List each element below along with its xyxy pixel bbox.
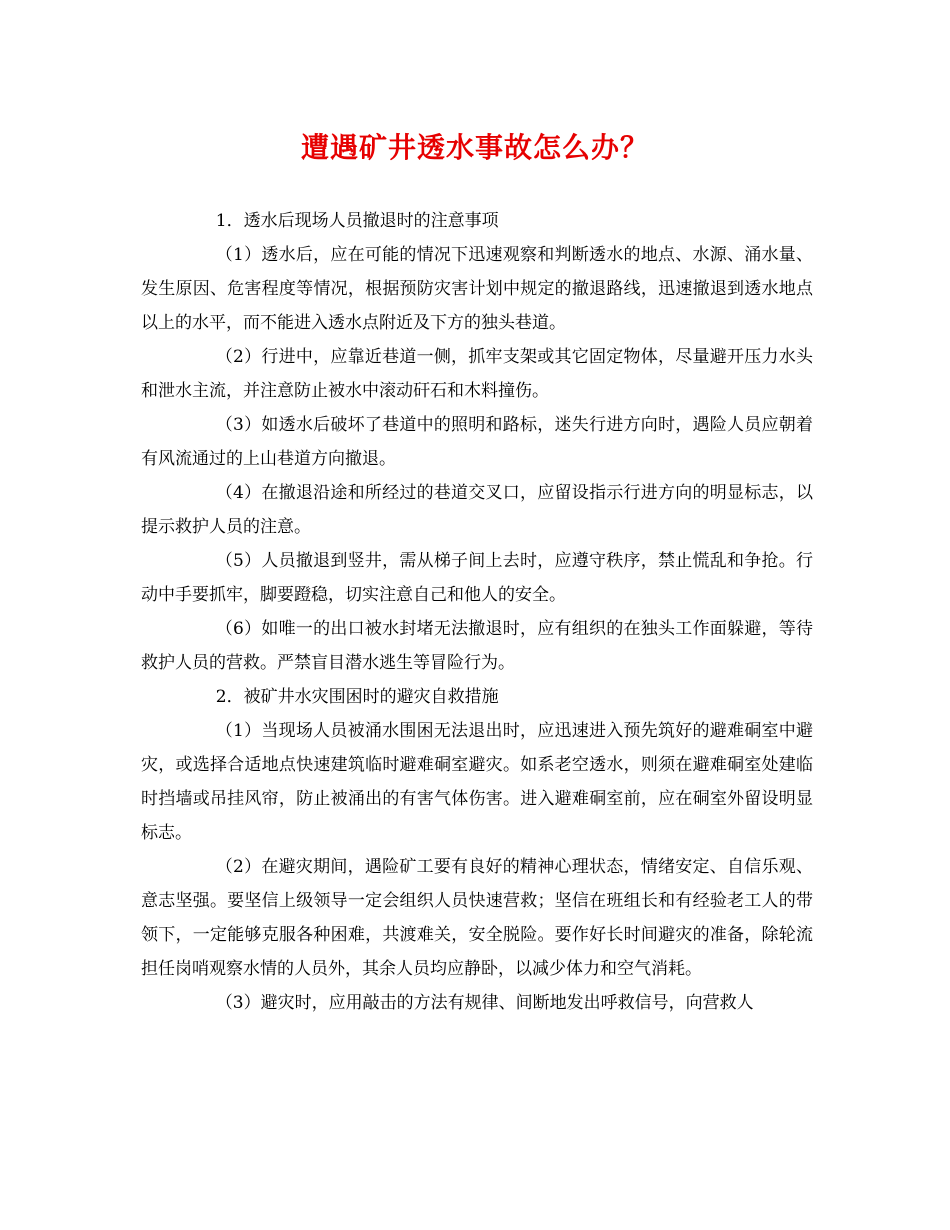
paragraph-1-3: （3）如透水后破坏了巷道中的照明和路标，迷失行进方向时，遇险人员应朝着有风流通过的上山巷道方向撤退。 xyxy=(141,415,813,469)
paragraph-1-1: （1）透水后，应在可能的情况下迅速观察和判断透水的地点、水源、涌水量、发生原因、危害程度等情况，根据预防灾害计划中规定的撤退路线，迅速撤退到透水地点以上的水平，而不能进入透水点附近及下方的独头巷道。 xyxy=(141,245,813,333)
document-body xyxy=(141,204,813,1020)
paragraph-1-6: （6）如唯一的出口被水封堵无法撤退时，应有组织的在独头工作面躲避，等待救护人员的营救。严禁盲目潜水逃生等冒险行为。 xyxy=(141,619,813,673)
paragraph-2-2: （2）在避灾期间，遇险矿工要有良好的精神心理状态，情绪安定、自信乐观、意志坚强。要坚信上级领导一定会组织人员快速营救；坚信在班组长和有经验老工人的带领下，一定能够克服各种困难，共渡难关，安全脱险。要作好长时间避灾的准备，除轮流担任岗哨观察水情的人员外，其余人员均应静卧，以减少体力和空气消耗。 xyxy=(141,857,813,979)
section-heading-2: 2．被矿井水灾围困时的避灾自救措施 xyxy=(215,687,499,707)
section-heading-1: 1．透水后现场人员撤退时的注意事项 xyxy=(215,211,499,231)
paragraph-1-5: （5）人员撤退到竖井，需从梯子间上去时，应遵守秩序，禁止慌乱和争抢。行动中手要抓牢，脚要蹬稳，切实注意自己和他人的安全。 xyxy=(141,551,813,605)
paragraph-2-3: （3）避灾时，应用敲击的方法有规律、间断地发出呼救信号，向营救人 xyxy=(215,993,754,1013)
paragraph-1-4: （4）在撤退沿途和所经过的巷道交叉口，应留设指示行进方向的明显标志，以提示救护人员的注意。 xyxy=(141,483,813,537)
document-title: 遭遇矿井透水事故怎么办？ xyxy=(300,131,649,164)
paragraph-1-2: （2）行进中，应靠近巷道一侧，抓牢支架或其它固定物体，尽量避开压力水头和泄水主流，并注意防止被水中滚动矸石和木料撞伤。 xyxy=(141,347,813,401)
paragraph-2-1: （1）当现场人员被涌水围困无法退出时，应迅速进入预先筑好的避难硐室中避灾，或选择合适地点快速建筑临时避难硐室避灾。如系老空透水，则须在避难硐室处建临时挡墙或吊挂风帘，防止被涌出的有害气体伤害。进入避难硐室前，应在硐室外留设明显标志。 xyxy=(141,721,813,843)
